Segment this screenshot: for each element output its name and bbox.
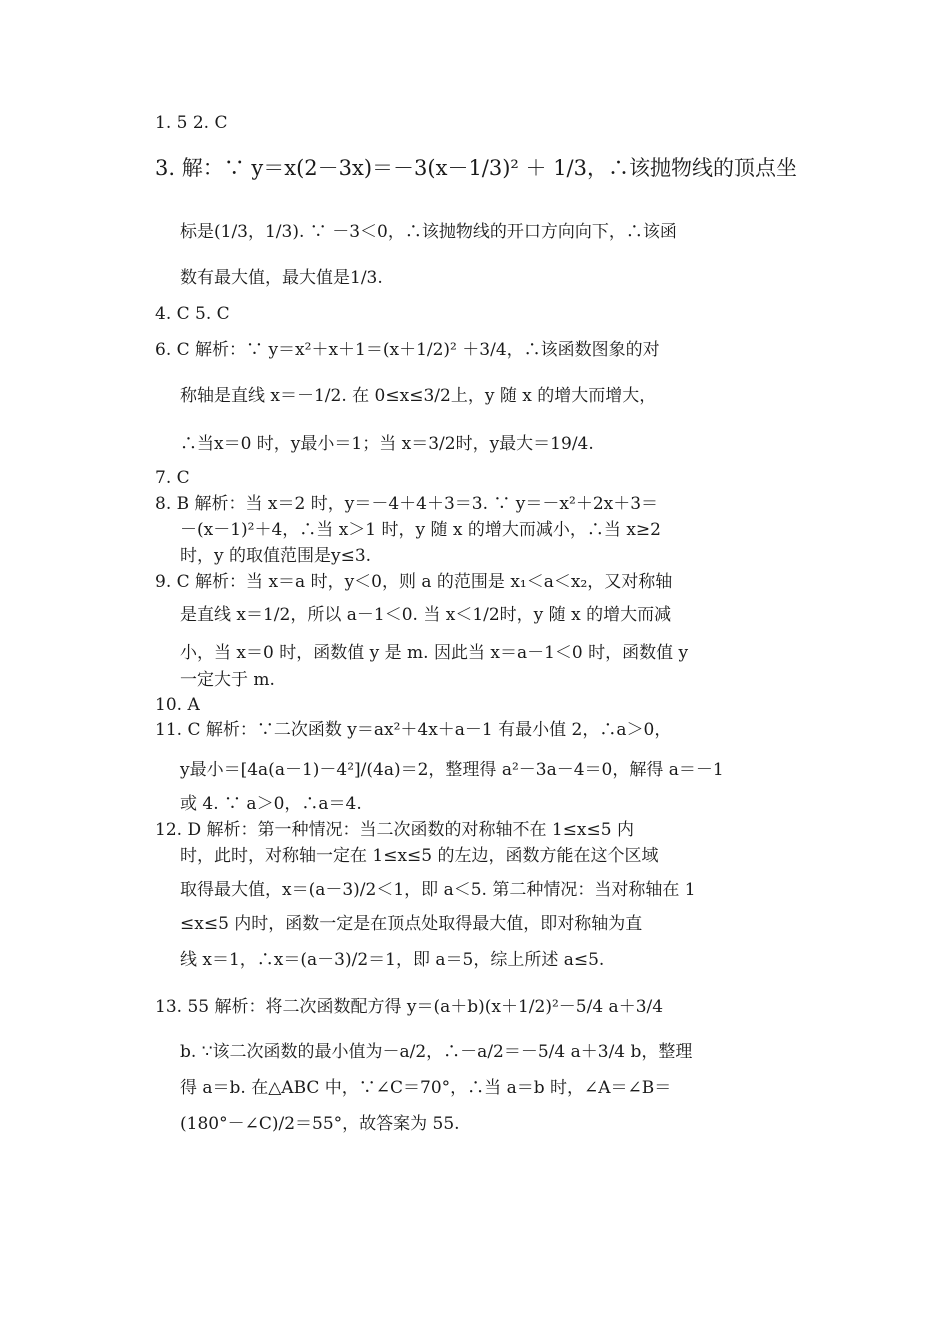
answer-10: 10. A bbox=[155, 695, 200, 715]
answer-6-line-1: 6. C 解析：∵ y＝x²＋x＋1＝(x＋1/2)² ＋3/4，∴该函数图象的对 bbox=[155, 340, 660, 360]
answer-1-2: 1. 5 2. C bbox=[155, 113, 228, 133]
answer-9-line-1: 9. C 解析：当 x＝a 时，y＜0，则 a 的范围是 x₁＜a＜x₂，又对称轴 bbox=[155, 572, 673, 592]
answer-3-line-3: 数有最大值，最大值是1/3. bbox=[180, 268, 383, 288]
answer-12-line-3: 取得最大值，x＝(a－3)/2＜1，即 a＜5. 第二种情况：当对称轴在 1 bbox=[180, 880, 696, 900]
answer-4-5: 4. C 5. C bbox=[155, 304, 230, 324]
answer-13-line-4: (180°－∠C)/2＝55°，故答案为 55. bbox=[180, 1114, 460, 1134]
answer-11-line-2: y最小＝[4a(a－1)－4²]/(4a)＝2，整理得 a²－3a－4＝0，解得 a＝－1 bbox=[180, 760, 724, 780]
answer-3-line-2: 标是(1/3，1/3). ∵ －3＜0，∴该抛物线的开口方向向下，∴该函 bbox=[180, 222, 677, 242]
answer-8-line-2: －(x－1)²＋4，∴当 x＞1 时，y 随 x 的增大而减小，∴当 x≥2 bbox=[180, 520, 661, 540]
answer-12-line-2: 时，此时，对称轴一定在 1≤x≤5 的左边，函数方能在这个区域 bbox=[180, 846, 659, 866]
answer-9-line-2: 是直线 x＝1/2，所以 a－1＜0. 当 x＜1/2时，y 随 x 的增大而减 bbox=[180, 605, 672, 625]
answer-9-line-3: 小，当 x＝0 时，函数值 y 是 m. 因此当 x＝a－1＜0 时，函数值 y bbox=[180, 643, 689, 663]
answer-6-line-2: 称轴是直线 x＝－1/2. 在 0≤x≤3/2上，y 随 x 的增大而增大， bbox=[180, 386, 657, 406]
answer-9-line-4: 一定大于 m. bbox=[180, 670, 275, 690]
answer-13-line-1: 13. 55 解析：将二次函数配方得 y＝(a＋b)(x＋1/2)²－5/4 a＋3/4 bbox=[155, 997, 664, 1017]
answer-13-line-3: 得 a＝b. 在△ABC 中，∵∠C＝70°，∴当 a＝b 时，∠A＝∠B＝ bbox=[180, 1078, 672, 1098]
answer-8-line-1: 8. B 解析：当 x＝2 时，y＝－4＋4＋3＝3. ∵ y＝－x²＋2x＋3＝ bbox=[155, 494, 659, 514]
answer-6-line-3: ∴当x＝0 时，y最小＝1；当 x＝3/2时，y最大＝19/4. bbox=[180, 434, 594, 454]
answer-12-line-5: 线 x＝1，∴x＝(a－3)/2＝1，即 a＝5，综上所述 a≤5. bbox=[180, 950, 605, 970]
answer-13-line-2: b. ∵该二次函数的最小值为－a/2，∴－a/2＝－5/4 a＋3/4 b，整理 bbox=[180, 1042, 693, 1062]
answer-3-line-1: 3. 解：∵ y＝x(2－3x)＝－3(x－1/3)² ＋ 1/3，∴该抛物线的顶点坐 bbox=[155, 156, 797, 180]
answer-7: 7. C bbox=[155, 468, 190, 488]
answer-12-line-1: 12. D 解析：第一种情况：当二次函数的对称轴不在 1≤x≤5 内 bbox=[155, 820, 634, 840]
answer-8-line-3: 时，y 的取值范围是y≤3. bbox=[180, 546, 372, 566]
answer-11-line-3: 或 4. ∵ a＞0，∴a＝4. bbox=[180, 794, 362, 814]
answer-11-line-1: 11. C 解析：∵二次函数 y＝ax²＋4x＋a－1 有最小值 2，∴a＞0， bbox=[155, 720, 672, 740]
answer-12-line-4: ≤x≤5 内时，函数一定是在顶点处取得最大值，即对称轴为直 bbox=[180, 914, 643, 934]
